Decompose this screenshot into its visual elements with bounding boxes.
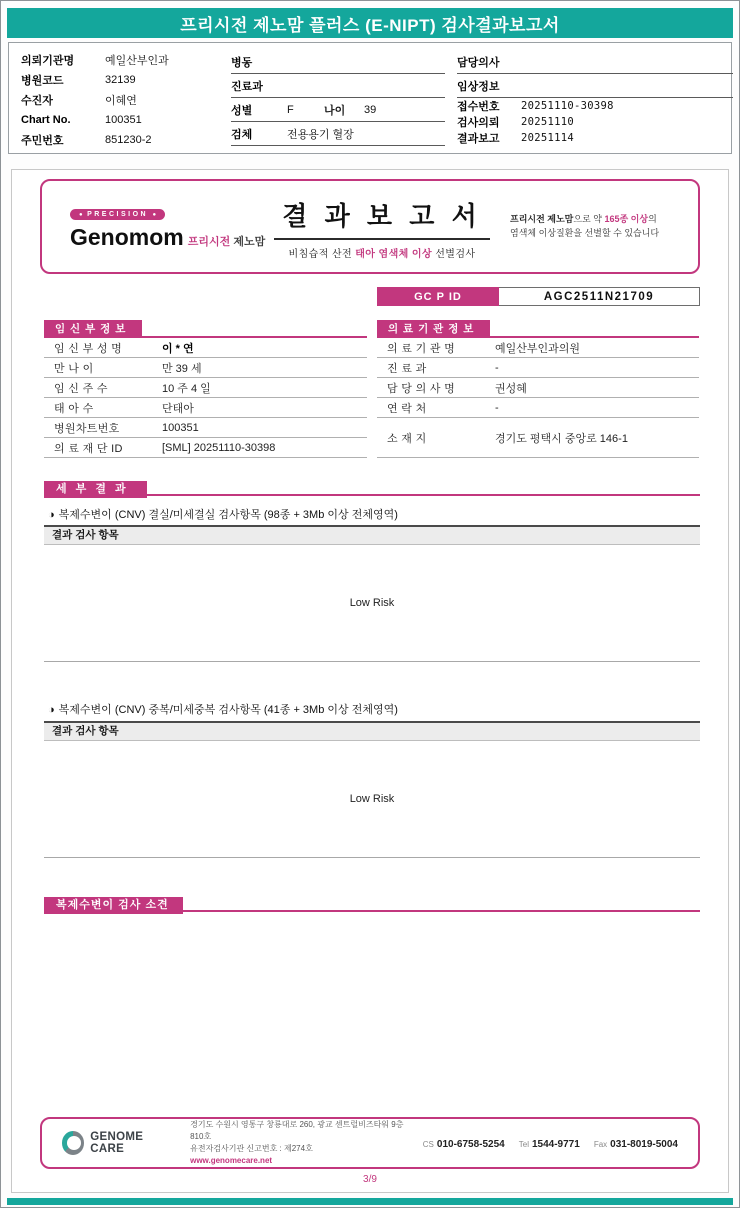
table-row <box>377 398 699 418</box>
table-row <box>44 378 367 398</box>
info-value: 39 <box>364 103 377 116</box>
row-label: 연 락 처 <box>387 402 427 415</box>
info-row <box>21 110 226 130</box>
info-row <box>21 90 226 110</box>
info-label: 담당의사 <box>457 56 500 69</box>
low-risk-text: Low Risk <box>349 793 395 805</box>
table-row <box>377 338 699 358</box>
info-row <box>231 122 445 146</box>
result-column-header: 결과 검사 항목 <box>44 525 700 545</box>
gcpid-label: GC P ID <box>377 287 499 306</box>
genomecare-logo-text: GENOME CARE <box>90 1131 144 1155</box>
contact-fax: Fax 031-8019-5004 <box>593 1139 678 1150</box>
page-number: 3/9 <box>363 1174 377 1185</box>
footer-contacts <box>423 1134 678 1152</box>
brand-name-kr-highlight: 프리시전 <box>187 235 231 248</box>
half-circle-bullet-icon: ◑ <box>48 509 55 521</box>
cnv-opinion-section-header: 복제수변이 검사 소견 <box>44 895 700 912</box>
row-value: 경기도 평택시 중앙로 146-1 <box>495 432 628 445</box>
brand-name-line <box>70 223 266 251</box>
info-row <box>457 50 733 74</box>
row-value: 10 주 4 일 <box>162 382 211 395</box>
row-label: 의 료 기 관 명 <box>387 342 456 355</box>
info-label: 병동 <box>231 56 253 69</box>
info-value: 이혜연 <box>105 95 137 107</box>
brand-tagline: 프리시전 제노맘으로 약 165종 이상의 염색체 이상질환을 선별할 수 있습니다 <box>510 213 660 238</box>
row-value: 단태아 <box>162 402 194 415</box>
cnv-deletion-block-title: ◑ 복제수변이 (CNV) 결실/미세결실 검사항목 (98종 + 3Mb 이상 전체영역) <box>48 509 398 521</box>
brand-logo-text: Genomom <box>70 223 184 250</box>
info-row <box>457 98 733 114</box>
table-row <box>44 338 367 358</box>
badge-dot-icon: ● <box>152 211 157 218</box>
info-label: 검체 <box>231 128 253 141</box>
row-value: [SML] 20251110-30398 <box>162 441 276 454</box>
info-value: 20251110 <box>521 116 574 128</box>
badge-label: PRECISION <box>87 210 149 218</box>
order-info-col2 <box>231 50 445 146</box>
contact-cs: CS 010-6758-5254 <box>422 1139 505 1150</box>
info-value: 예일산부인과 <box>105 55 169 67</box>
footer-address-line2: 유전자검사기관 신고번호 : 제274호 <box>190 1144 313 1153</box>
info-value: 20251114 <box>521 132 574 144</box>
subtitle-highlight: 태아 염색체 이상 <box>355 248 433 260</box>
info-value: 전용용기 혈장 <box>287 128 354 141</box>
info-label: 주민번호 <box>21 135 64 147</box>
info-row <box>231 50 445 74</box>
order-info-col3 <box>457 50 733 146</box>
table-row-address <box>377 418 699 458</box>
table-row <box>377 378 699 398</box>
brand-logo <box>42 203 266 251</box>
info-value: 32139 <box>105 74 136 86</box>
detail-result-section-header: 세 부 결 과 <box>44 479 700 496</box>
info-label: 의뢰기관명 <box>21 55 75 67</box>
mother-table-header: 임 신 부 정 보 <box>44 320 367 338</box>
info-row <box>457 130 733 146</box>
patient-order-info-table <box>8 42 732 154</box>
row-label: 소 재 지 <box>387 432 427 445</box>
clinic-table-header: 의 료 기 관 정 보 <box>377 320 699 338</box>
half-circle-bullet-icon: ◑ <box>48 704 55 716</box>
info-label: 임상정보 <box>457 80 500 93</box>
info-row <box>457 74 733 98</box>
row-value: 이 * 연 <box>162 342 194 355</box>
row-label: 의 료 재 단 ID <box>54 442 123 455</box>
result-report-subtitle: 비침습적 산전 태아 염색체 이상 선별검사 <box>288 248 476 260</box>
gcpid-value: AGC2511N21709 <box>499 287 700 306</box>
cnv-deletion-result <box>44 545 700 662</box>
table-row <box>44 418 367 438</box>
info-row <box>457 114 733 130</box>
report-header-card <box>40 179 700 274</box>
result-report-title: 결 과 보 고 서 <box>274 196 489 240</box>
info-label: 나이 <box>324 104 346 117</box>
row-label: 만 나 이 <box>54 362 94 375</box>
info-row <box>21 50 226 70</box>
info-label: 접수번호 <box>457 101 500 113</box>
info-label: 수진자 <box>21 95 53 107</box>
info-row <box>231 98 445 122</box>
row-value: 권성혜 <box>495 382 527 395</box>
info-label: 성별 <box>231 104 253 117</box>
footer-address-line1: 경기도 수원시 영통구 창룡대로 260, 광교 센트럴비즈타워 9층 810호 <box>190 1120 404 1141</box>
row-label: 병원차트번호 <box>54 422 120 435</box>
cnv-duplication-result <box>44 741 700 858</box>
row-value: - <box>495 361 499 374</box>
footer-address <box>190 1119 411 1167</box>
badge-dot-icon: ● <box>79 211 83 218</box>
footer-website: www.genomecare.net <box>190 1156 273 1165</box>
genomecare-logo-icon <box>62 1131 84 1155</box>
report-headline <box>254 196 510 260</box>
info-value: 851230-2 <box>105 134 152 146</box>
footer-card <box>40 1117 700 1169</box>
row-label: 임 신 부 성 명 <box>54 342 123 355</box>
genomecare-logo <box>62 1131 174 1155</box>
info-value: 20251110-30398 <box>521 100 614 112</box>
mother-info-table <box>44 320 367 458</box>
table-row <box>44 438 367 458</box>
row-value: 만 39 세 <box>162 362 202 375</box>
row-value: 100351 <box>162 421 199 434</box>
info-label: 검사의뢰 <box>457 117 500 129</box>
info-label: Chart No. <box>21 114 71 126</box>
report-title: 프리시전 제노맘 플러스 (E-NIPT) 검사결과보고서 <box>180 15 560 35</box>
cnv-duplication-block-title: ◑ 복제수변이 (CNV) 중복/미세중복 검사항목 (41종 + 3Mb 이상 전체영역) <box>48 704 398 716</box>
table-row <box>44 358 367 378</box>
report-title-bar <box>7 8 733 38</box>
row-label: 임 신 주 수 <box>54 382 108 395</box>
gcpid-row <box>377 287 700 306</box>
info-row <box>21 70 226 90</box>
next-page-header-strip <box>7 1198 733 1205</box>
table-row <box>377 358 699 378</box>
info-row <box>21 130 226 150</box>
clinic-info-table <box>377 320 699 458</box>
row-value: - <box>495 401 499 414</box>
row-label: 태 아 수 <box>54 402 94 415</box>
precision-badge <box>70 209 165 220</box>
info-label: 진료과 <box>231 80 263 93</box>
row-label: 담 당 의 사 명 <box>387 382 456 395</box>
info-value: 100351 <box>105 114 142 126</box>
result-column-header: 결과 검사 항목 <box>44 721 700 741</box>
info-row <box>231 74 445 98</box>
info-label: 병원코드 <box>21 75 64 87</box>
report-page <box>11 169 729 1193</box>
row-value: 예일산부인과의원 <box>495 342 581 355</box>
table-row <box>44 398 367 418</box>
brand-name-kr: 제노맘 <box>233 235 266 248</box>
order-info-col1 <box>21 50 226 150</box>
low-risk-text: Low Risk <box>349 597 395 609</box>
row-label: 진 료 과 <box>387 362 427 375</box>
contact-tel: Tel 1544-9771 <box>518 1139 580 1150</box>
info-value: F <box>287 103 294 116</box>
info-label: 결과보고 <box>457 133 500 145</box>
